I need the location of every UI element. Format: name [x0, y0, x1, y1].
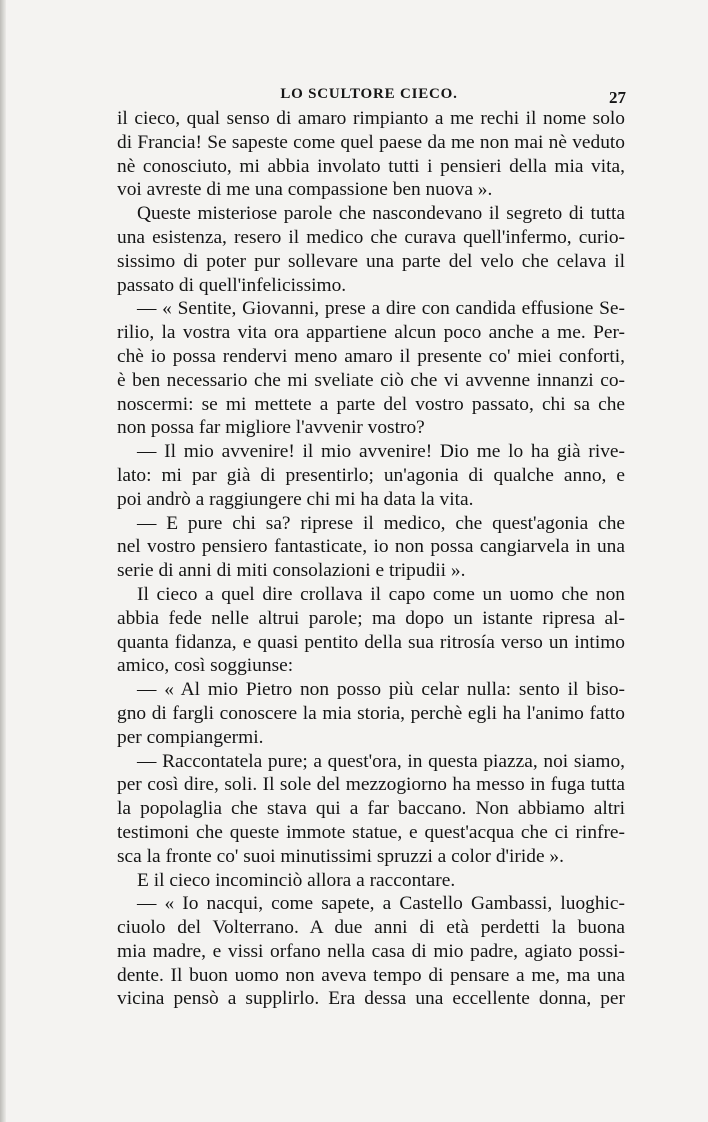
text-line: rilio, la vostra vita ora appartiene alcun poco anche a me. Per-: [117, 322, 625, 344]
text-line: nè conosciuto, mi abbia involato tutti i pensieri della mia vita,: [117, 155, 625, 177]
text-line: amico, così soggiunse:: [117, 655, 294, 677]
text-line: non possa far migliore l'avvenir vostro?: [117, 417, 425, 439]
text-line: — « Io nacqui, come sapete, a Castello Gambassi, luoghic-: [137, 893, 625, 915]
text-line: Queste misteriose parole che nascondevano il segreto di tutta: [137, 203, 625, 225]
text-line: gno di fargli conoscere la mia storia, perchè egli ha l'animo fatto: [117, 702, 625, 724]
page-edge: [0, 0, 6, 1122]
running-title: LO SCULTORE CIECO.: [280, 86, 458, 102]
text-line: il cieco, qual senso di amaro rimpianto a me rechi il nome solo: [117, 108, 625, 129]
text-line: poi andrò a raggiungere chi mi ha data la vita.: [117, 488, 474, 510]
text-line: — E pure chi sa? riprese il medico, che quest'agonia che: [137, 512, 625, 534]
text-line: — Il mio avvenire! il mio avvenire! Dio me lo ha già rive-: [137, 441, 625, 463]
text-line: E il cieco incominciò allora a raccontare.: [137, 869, 456, 891]
text-line: ciuolo del Volterrano. A due anni di età perdetti la buona: [117, 917, 625, 939]
text-line: una esistenza, resero il medico che curava quell'infermo, curio-: [117, 226, 625, 248]
text-line: sissimo di poter pur sollevare una parte del velo che celava il: [117, 250, 625, 272]
text-line: lato: mi par già di presentirlo; un'agonia di qualche anno, e: [117, 464, 625, 486]
text-line: voi avreste di me una compassione ben nuova ».: [117, 179, 493, 201]
text-line: dente. Il buon uomo non aveva tempo di pensare a me, ma una: [117, 964, 625, 986]
text-line: testimoni che queste immote statue, e quest'acqua che ci rinfre-: [117, 821, 625, 843]
text-line: — « Sentite, Giovanni, prese a dire con candida effusione Se-: [137, 298, 625, 320]
text-line: è ben necessario che mi sveliate ciò che vi avvenne innanzi co-: [117, 369, 625, 391]
text-line: per così dire, soli. Il sole del mezzogiorno ha messo in fuga tutta: [117, 774, 625, 796]
body-text: [117, 107, 625, 1011]
text-line: la popolaglia che stava qui a far baccano. Non abbiamo altri: [117, 798, 625, 820]
text-line: quanta fidanza, e quasi pentito della sua ritrosía verso un intimo: [117, 631, 625, 653]
text-line: sca la fronte co' suoi minutissimi spruzzi a color d'iride ».: [117, 845, 564, 867]
page-header: [112, 86, 626, 108]
text-line: Il cieco a quel dire crollava il capo come un uomo che non: [137, 583, 625, 605]
text-line: mia madre, e vissi orfano nella casa di mio padre, agiato possi-: [117, 940, 625, 962]
text-line: abbia fede nelle altrui parole; ma dopo un istante ripresa al-: [117, 607, 625, 629]
text-line: serie di anni di miti consolazioni e tripudii ».: [117, 560, 466, 582]
text-line: — Raccontatela pure; a quest'ora, in questa piazza, noi siamo,: [137, 750, 625, 772]
text-line: passato di quell'infelicissimo.: [117, 274, 347, 296]
page-number: 27: [609, 88, 626, 107]
text-line: di Francia! Se sapeste come quel paese da me non mai nè veduto: [117, 131, 625, 153]
text-line: vicina pensò a supplirlo. Era dessa una eccellente donna, per: [117, 988, 625, 1010]
text-line: noscermi: se mi mettete a parte del vostro passato, chi sa che: [117, 393, 625, 415]
text-line: chè io possa rendervi meno amaro il presente co' miei conforti,: [117, 345, 625, 367]
text-line: per compiangermi.: [117, 726, 264, 748]
text-line: nel vostro pensiero fantasticate, io non possa cangiarvela in una: [117, 536, 625, 558]
text-line: — « Al mio Pietro non posso più celar nulla: sento il biso-: [137, 679, 625, 701]
